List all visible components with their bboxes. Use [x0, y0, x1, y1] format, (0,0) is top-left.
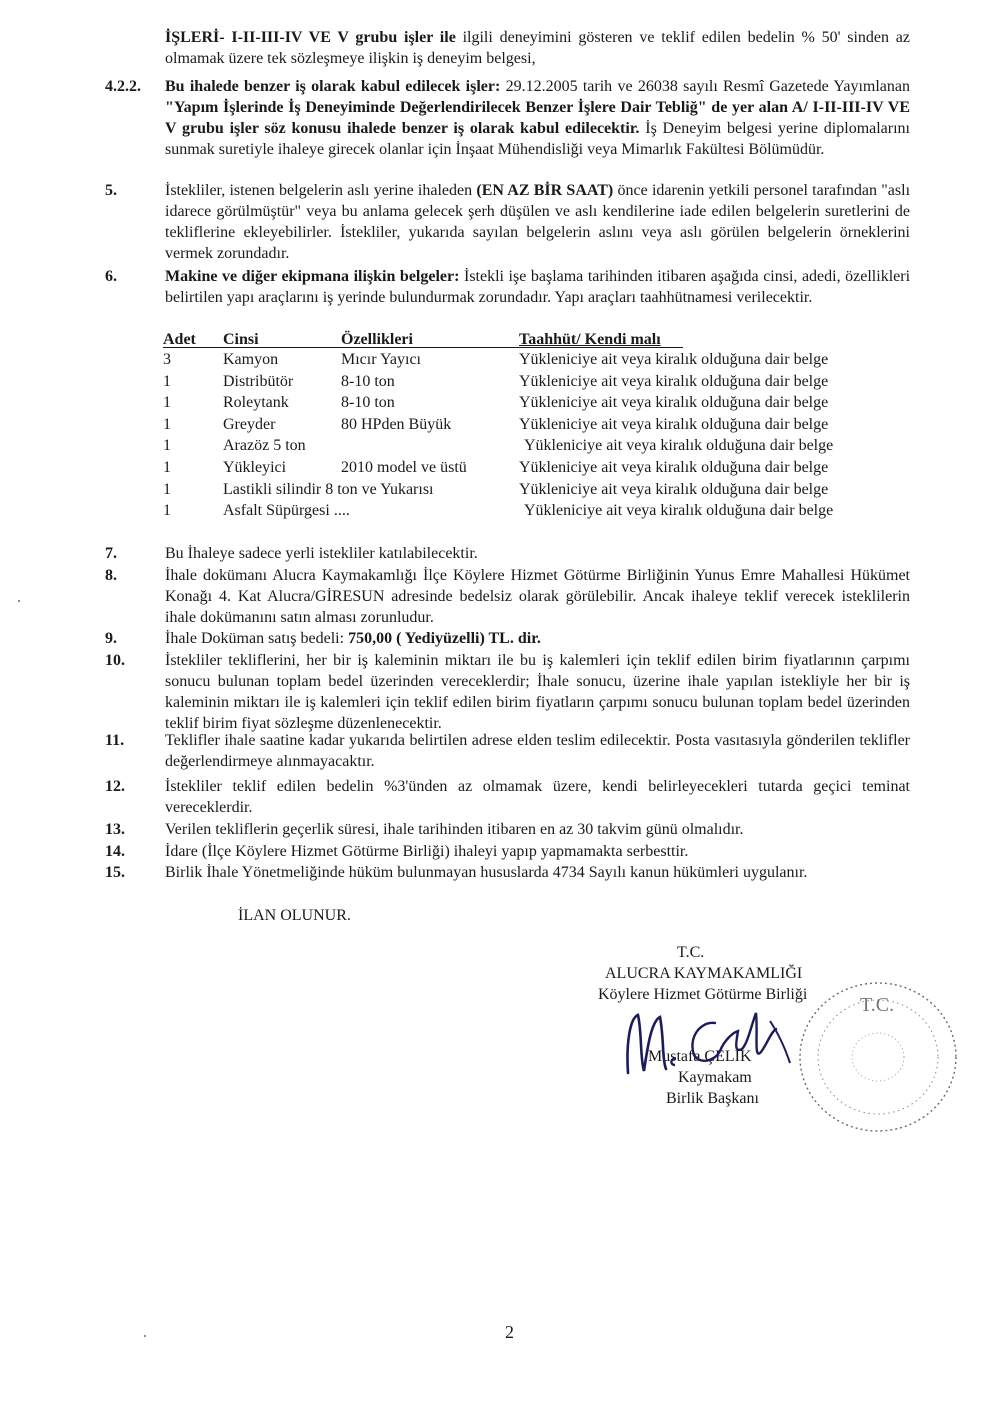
equipment-row [163, 392, 883, 414]
item-text: İstekliler tekliflerini, her bir iş kaleminin miktarı ile bu iş kalemleri için teklif edilen birim fiyatlarının çarpımı sonucu bulunan toplam bedel üzerinden vereceklerdir; İhale sonucu, üzerine ihale yapılan istekliyle her bir iş kaleminin miktarı ile iş kalemleri için teklif edilen birim fiyatların çarpımı sonucu bulunan toplam bedel üzerinden teklif birim fiyat sözleşme düzenlenecektir. [165, 652, 910, 732]
equipment-row [163, 435, 883, 457]
sig-kaymakamlik: ALUCRA KAYMAKAMLIĞI [605, 965, 803, 982]
item-text: Makine ve diğer ekipmana ilişkin belgeler: İstekli işe başlama tarihinden itibaren aşağıda cinsi, adedi, özellikleri belirtilen yapı araçlarını iş yerinde bulundurmak zorundadır. Yapı araçları taahhütnamesi verilecektir. [165, 268, 911, 306]
item-number: 10. [105, 652, 125, 669]
equipment-qty: 1 [163, 394, 171, 412]
equipment-ownership: Yükleniciye ait veya kiralık olduğuna dair belge [519, 372, 829, 390]
equipment-type: Asfalt Süpürgesi .... [223, 502, 350, 520]
equipment-qty: 1 [163, 437, 171, 455]
item-number: 4.2.2. [105, 78, 141, 95]
equipment-type: Greyder [223, 415, 276, 433]
item-text: Bu ihalede benzer iş olarak kabul edilecek işler: 29.12.2005 tarih ve 26038 sayılı Resmî Gazetede Yayımlanan "Yapım İşlerinde İş Deneyiminde Değerlendirilecek Benzer İşlere Dair Tebliğ" de yer alan A/ I-II-III-IV VE V grubu işler söz konusu ihalede benzer iş olarak kabul edilecektir. İş Deneyim belgesi yerine diplomalarını sunmak suretiyle ihaleye girecek olanlar için İnşaat Mühendisliği veya Mimarlık Fakültesi Bölümüdür. [165, 78, 911, 158]
item-number: 7. [105, 545, 117, 562]
equipment-spec: Mıcır Yayıcı [341, 351, 421, 368]
equipment-qty: 1 [163, 502, 171, 520]
item-number: 6. [105, 268, 117, 285]
item-text: Teklifler ihale saatine kadar yukarıda belirtilen adrese elden teslim edilecektir. Posta vasıtasıyla gönderilen teklifler değerlendirmeye alınmayacaktır. [165, 732, 910, 770]
equipment-ownership: Yükleniciye ait veya kiralık olduğuna dair belge [519, 394, 829, 412]
header-cinsi: Cinsi [223, 331, 259, 348]
equipment-table-header [163, 329, 883, 349]
item-number: 8. [105, 567, 117, 584]
header-ozellikleri: Özellikleri [341, 331, 413, 348]
item-text: İstekliler, istenen belgelerin aslı yerine ihaleden (EN AZ BİR SAAT) önce idarenin yetkili personel tarafından "aslı idarece görülmüştür" veya bu anlama gelecek şerh düşülen ve aslı kendilerine iade edilen belgelerin suretlerini de tekliflerine ekleyebilirler. İstekliler, yukarıda sayılan belgelerin aslını veya aslı görülen belgelerin örneklerini vermek zorundadır. [165, 182, 911, 262]
item-text: Bu İhaleye sadece yerli istekliler katılabilecektir. [165, 545, 478, 562]
item-number: 9. [105, 630, 117, 647]
equipment-qty: 1 [163, 458, 171, 476]
stamp-text: T.C. [860, 994, 895, 1016]
equipment-qty: 1 [163, 372, 171, 390]
equipment-ownership: Yükleniciye ait veya kiralık olduğuna dair belge [519, 480, 829, 498]
equipment-type: Kamyon [223, 351, 279, 368]
equipment-row [163, 414, 883, 436]
item-text: İstekliler teklif edilen bedelin %3'ünden az olmamak üzere, kendi belirleyecekleri tutarda geçici teminat vereceklerdir. [165, 778, 910, 816]
bold-text: (EN AZ BİR SAAT) [476, 182, 614, 199]
item-number: 14. [105, 843, 125, 860]
equipment-type: Lastikli silindir 8 ton ve Yukarısı [223, 480, 434, 498]
bold-text: Bu ihalede benzer iş olarak kabul edilecek işler: [165, 78, 501, 95]
item-number: 5. [105, 182, 117, 199]
item-text: İdare (İlçe Köylere Hizmet Götürme Birliği) ihaleyi yapıp yapmamakta serbesttir. [165, 843, 689, 860]
equipment-row [163, 479, 883, 501]
item-number: 12. [105, 778, 125, 795]
sig-role: Birlik Başkanı [666, 1090, 759, 1107]
equipment-qty: 1 [163, 480, 171, 498]
header-taahhut: Taahhüt/ Kendi malı [519, 331, 661, 348]
equipment-type: Arazöz 5 ton [223, 437, 306, 455]
equipment-spec: 8-10 ton [341, 394, 395, 412]
equipment-qty: 3 [163, 351, 171, 368]
page-number: 2 [505, 1322, 514, 1342]
header-adet: Adet [163, 331, 196, 348]
equipment-ownership: Yükleniciye ait veya kiralık olduğuna dair belge [519, 458, 829, 476]
item-text: İhale Doküman satış bedeli: 750,00 ( Yediyüzelli) TL. dir. [165, 630, 541, 647]
equipment-spec: 2010 model ve üstü [341, 458, 467, 476]
paragraph-text: İŞLERİ- I-II-III-IV VE V grubu işler ile ilgili deneyimini gösteren ve teklif edilen bedelin % 50' sinden az olmamak üzere tek sözleşmeye ilişkin iş deneyim belgesi, [165, 29, 911, 67]
scan-speck [144, 1335, 146, 1337]
handwritten-signature [620, 1003, 800, 1083]
equipment-ownership: Yükleniciye ait veya kiralık olduğuna dair belge [519, 351, 829, 368]
item-number: 15. [105, 864, 125, 881]
item-text: Verilen tekliflerin geçerlik süresi, ihale tarihinden itibaren en az 30 takvim günü olmalıdır. [165, 821, 744, 838]
scan-speck [18, 600, 20, 602]
bold-text: Makine ve diğer ekipmana ilişkin belgeler: [165, 268, 460, 285]
equipment-ownership: Yükleniciye ait veya kiralık olduğuna dair belge [524, 502, 834, 520]
sig-birlik: Köylere Hizmet Götürme Birliği [598, 986, 808, 1003]
bold-text: İŞLERİ- I-II-III-IV VE V grubu işler ile [165, 29, 456, 46]
equipment-table [163, 329, 883, 522]
closing-statement: İLAN OLUNUR. [238, 907, 351, 924]
sig-name: Mustafa ÇELİK [648, 1048, 752, 1065]
equipment-spec: 80 HPden Büyük [341, 415, 452, 433]
equipment-ownership: Yükleniciye ait veya kiralık olduğuna dair belge [524, 437, 834, 455]
bold-text: 750,00 ( Yediyüzelli) TL. dir. [348, 630, 541, 647]
sig-title: Kaymakam [678, 1069, 752, 1086]
equipment-row [163, 371, 883, 393]
equipment-type: Roleytank [223, 394, 289, 412]
equipment-qty: 1 [163, 415, 171, 433]
equipment-row [163, 349, 883, 371]
item-number: 11. [105, 732, 125, 749]
official-stamp [790, 975, 965, 1140]
item-text: İhale dokümanı Alucra Kaymakamlığı İlçe Köylere Hizmet Götürme Birliğinin Yunus Emre Mahallesi Hükümet Konağı 4. Kat Alucra/GİRESUN adresinde bedelsiz olarak görülebilir. Ancak ihaleye teklif verecek isteklilerin ihale dokümanını satın alması zorunludur. [165, 567, 910, 626]
equipment-row [163, 457, 883, 479]
equipment-type: Distribütör [223, 372, 294, 390]
equipment-row [163, 500, 883, 522]
sig-tc: T.C. [677, 944, 705, 961]
equipment-ownership: Yükleniciye ait veya kiralık olduğuna dair belge [519, 415, 829, 433]
bold-text: "Yapım İşlerinde İş Deneyiminde Değerlendirilecek Benzer İşlere Dair Tebliğ" de yer alan A/ I-II-III-IV VE V grubu işler söz konusu ihalede benzer iş olarak kabul edilecektir. [165, 99, 910, 137]
item-number: 13. [105, 821, 125, 838]
item-text: Birlik İhale Yönetmeliğinde hüküm bulunmayan hususlarda 4734 Sayılı kanun hükümleri uygulanır. [165, 864, 808, 881]
equipment-spec: 8-10 ton [341, 372, 395, 390]
equipment-type: Yükleyici [223, 458, 287, 476]
